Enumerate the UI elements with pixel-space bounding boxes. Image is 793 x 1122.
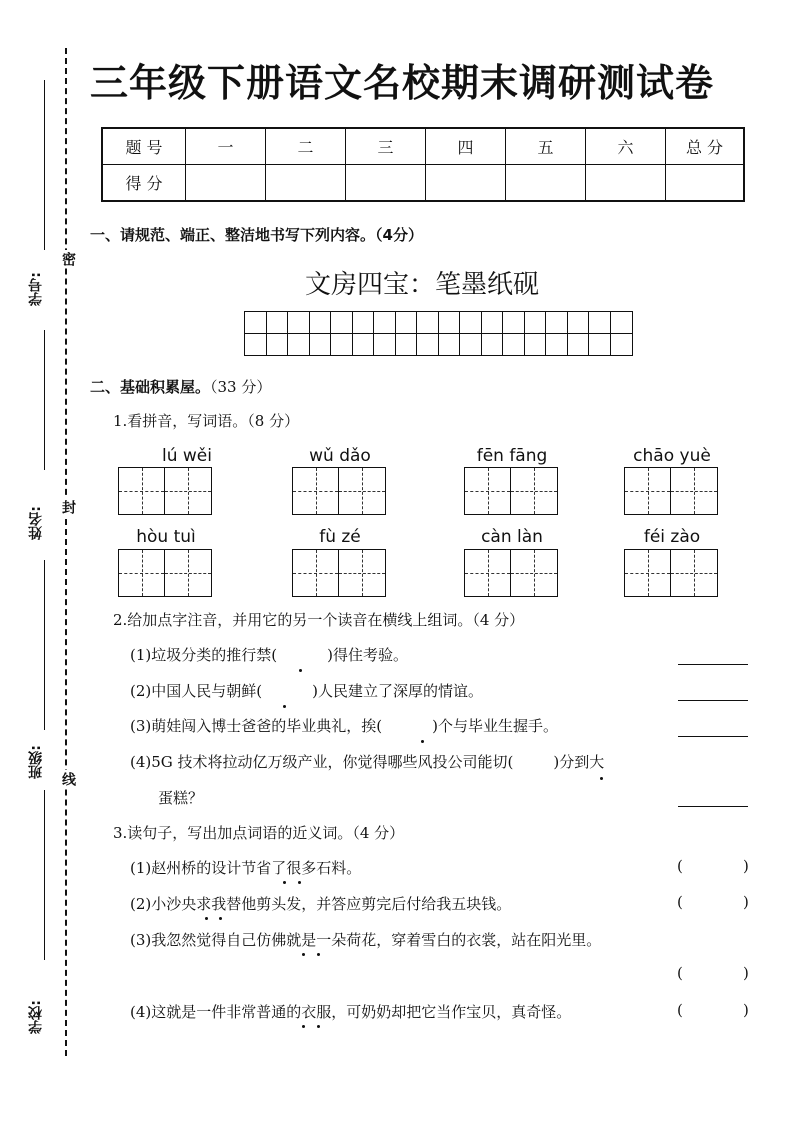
name-label: 姓名: xyxy=(28,506,44,540)
section2-heading xyxy=(90,376,271,397)
grid-cell[interactable] xyxy=(374,312,396,334)
grid-cell[interactable] xyxy=(546,312,568,334)
answer-boxes[interactable] xyxy=(464,467,558,515)
q2-title: 2.给加点字注音，并用它的另一个读音在横线上组词。（4 分） xyxy=(113,611,525,629)
grid-cell[interactable] xyxy=(267,312,289,334)
paren-close: ) xyxy=(743,1001,749,1019)
grid-cell[interactable] xyxy=(331,312,353,334)
grid-cell[interactable] xyxy=(611,312,633,334)
grid-cell[interactable] xyxy=(288,334,310,356)
q2-item-text: )人民建立了深厚的情谊。 xyxy=(312,682,483,700)
grid-cell[interactable] xyxy=(310,334,332,356)
q2-item-2 xyxy=(130,680,483,701)
table-col: 六 xyxy=(586,128,666,165)
binding-line xyxy=(44,80,45,250)
emphasis-dot xyxy=(283,881,286,884)
school-label: 学校: xyxy=(28,1000,44,1034)
answer-boxes[interactable] xyxy=(624,549,718,597)
class-label: 班级: xyxy=(28,745,44,779)
grid-cell[interactable] xyxy=(482,334,504,356)
paren-close: ) xyxy=(743,893,749,911)
table-col: 四 xyxy=(426,128,506,165)
paren-open: ( xyxy=(677,964,683,982)
pinyin-label: lú wěi xyxy=(162,446,212,466)
q2-item-text: (4)5G 技术将拉动亿万级产业，你觉得哪些风投公司能切( xyxy=(130,753,514,771)
grid-cell[interactable] xyxy=(589,312,611,334)
q3-item-2: (2)小沙央求我替他剪头发，并答应剪完后付给我五块钱。 xyxy=(130,895,512,913)
paren-open: ( xyxy=(677,857,683,875)
answer-boxes[interactable] xyxy=(292,549,386,597)
score-row-label: 得 分 xyxy=(102,165,186,202)
grid-cell[interactable] xyxy=(439,334,461,356)
emphasis-dot xyxy=(205,917,208,920)
answer-line[interactable] xyxy=(678,736,748,737)
score-cell[interactable] xyxy=(266,165,346,202)
grid-cell[interactable] xyxy=(396,312,418,334)
table-col: 二 xyxy=(266,128,346,165)
binding-line xyxy=(44,330,45,470)
q3-item-1: (1)赵州桥的设计节省了很多石料。 xyxy=(130,859,362,877)
binding-line xyxy=(44,560,45,730)
score-cell[interactable] xyxy=(346,165,426,202)
emphasis-dot xyxy=(421,740,424,743)
table-header-label: 题 号 xyxy=(102,128,186,165)
score-cell[interactable] xyxy=(186,165,266,202)
copy-text: 文房四宝：笔墨纸砚 xyxy=(305,270,540,300)
grid-cell[interactable] xyxy=(611,334,633,356)
q1-title: 1.看拼音，写词语。（8 分） xyxy=(113,412,300,430)
pinyin-label: hòu tuì xyxy=(136,527,196,547)
binding-line xyxy=(44,790,45,960)
grid-cell[interactable] xyxy=(460,312,482,334)
emphasis-dot xyxy=(283,705,286,708)
emphasis-dot xyxy=(299,669,302,672)
cut-line xyxy=(65,48,67,1056)
grid-cell[interactable] xyxy=(331,334,353,356)
paren-close: ) xyxy=(743,857,749,875)
q2-item-text: (1)垃圾分类的推行禁( xyxy=(130,646,278,664)
table-col: 总 分 xyxy=(666,128,745,165)
grid-cell[interactable] xyxy=(417,312,439,334)
q2-item-text: )得住考验。 xyxy=(327,646,408,664)
section2-title: 二、基础积累屋。 xyxy=(90,378,211,396)
emphasis-dot xyxy=(317,1025,320,1028)
grid-cell[interactable] xyxy=(525,312,547,334)
pinyin-label: fēn fāng xyxy=(476,446,548,466)
q2-item-text: )个与毕业生握手。 xyxy=(432,717,558,735)
q2-item-1 xyxy=(130,644,408,665)
grid-cell[interactable] xyxy=(245,312,267,334)
seal-mark: 密 xyxy=(60,252,76,266)
table-col: 五 xyxy=(506,128,586,165)
score-cell[interactable] xyxy=(506,165,586,202)
grid-cell[interactable] xyxy=(568,334,590,356)
answer-line[interactable] xyxy=(678,806,748,807)
answer-boxes[interactable] xyxy=(624,467,718,515)
emphasis-dot xyxy=(302,1025,305,1028)
paren-open: ( xyxy=(677,1001,683,1019)
table-col: 三 xyxy=(346,128,426,165)
grid-cell[interactable] xyxy=(503,334,525,356)
answer-line[interactable] xyxy=(678,664,748,665)
seal-mark: 线 xyxy=(60,772,76,786)
q2-item-text: (3)萌娃闯入博士爸爸的毕业典礼，挨( xyxy=(130,717,383,735)
score-cell[interactable] xyxy=(586,165,666,202)
q2-item-text: (2)中国人民与朝鲜( xyxy=(130,682,263,700)
grid-cell[interactable] xyxy=(525,334,547,356)
grid-cell[interactable] xyxy=(353,334,375,356)
grid-cell[interactable] xyxy=(546,334,568,356)
answer-boxes[interactable] xyxy=(292,467,386,515)
grid-cell[interactable] xyxy=(503,312,525,334)
grid-cell[interactable] xyxy=(589,334,611,356)
q2-item-4 xyxy=(130,751,604,772)
grid-cell[interactable] xyxy=(288,312,310,334)
grid-cell[interactable] xyxy=(245,334,267,356)
pinyin-label: féi zào xyxy=(643,527,701,547)
q2-item-4-cont: 蛋糕？ xyxy=(158,789,204,807)
score-cell[interactable] xyxy=(666,165,745,202)
pinyin-label: chāo yuè xyxy=(633,446,711,466)
score-table xyxy=(101,127,745,202)
emphasis-dot xyxy=(219,917,222,920)
section2-points: （33 分） xyxy=(210,378,272,396)
q3-item-3: (3)我忽然觉得自己仿佛就是一朵荷花，穿着雪白的衣裳，站在阳光里。 xyxy=(130,931,602,949)
q2-item-3 xyxy=(130,715,558,736)
grid-cell[interactable] xyxy=(374,334,396,356)
grid-cell[interactable] xyxy=(396,334,418,356)
q3-title: 3.读句子，写出加点词语的近义词。（4 分） xyxy=(113,824,405,842)
q2-item-text: )分到大 xyxy=(553,753,605,771)
answer-boxes[interactable] xyxy=(118,549,212,597)
table-col: 一 xyxy=(186,128,266,165)
pinyin-label: fù zé xyxy=(319,527,361,547)
writing-grid[interactable] xyxy=(244,311,633,356)
emphasis-dot xyxy=(600,777,603,780)
emphasis-dot xyxy=(298,881,301,884)
q3-item-4: (4)这就是一件非常普通的衣服，可奶奶却把它当作宝贝，真奇怪。 xyxy=(130,1003,572,1021)
seal-mark: 封 xyxy=(60,500,76,514)
page-title: 三年级下册语文名校期末调研测试卷 xyxy=(90,61,715,105)
answer-line[interactable] xyxy=(678,700,748,701)
emphasis-dot xyxy=(317,953,320,956)
grid-cell[interactable] xyxy=(310,312,332,334)
answer-boxes[interactable] xyxy=(464,549,558,597)
section1-heading: 一、请规范、端正、整洁地书写下列内容。（4分） xyxy=(90,226,423,244)
grid-cell[interactable] xyxy=(417,334,439,356)
score-cell[interactable] xyxy=(426,165,506,202)
grid-cell[interactable] xyxy=(439,312,461,334)
grid-cell[interactable] xyxy=(267,334,289,356)
grid-cell[interactable] xyxy=(482,312,504,334)
paren-close: ) xyxy=(743,964,749,982)
pinyin-label: càn làn xyxy=(481,527,543,547)
paren-open: ( xyxy=(677,893,683,911)
grid-cell[interactable] xyxy=(353,312,375,334)
grid-cell[interactable] xyxy=(460,334,482,356)
student-id-label: 学号: xyxy=(28,272,44,306)
answer-boxes[interactable] xyxy=(118,467,212,515)
grid-cell[interactable] xyxy=(568,312,590,334)
emphasis-dot xyxy=(302,953,305,956)
pinyin-label: wǔ dǎo xyxy=(309,446,371,466)
